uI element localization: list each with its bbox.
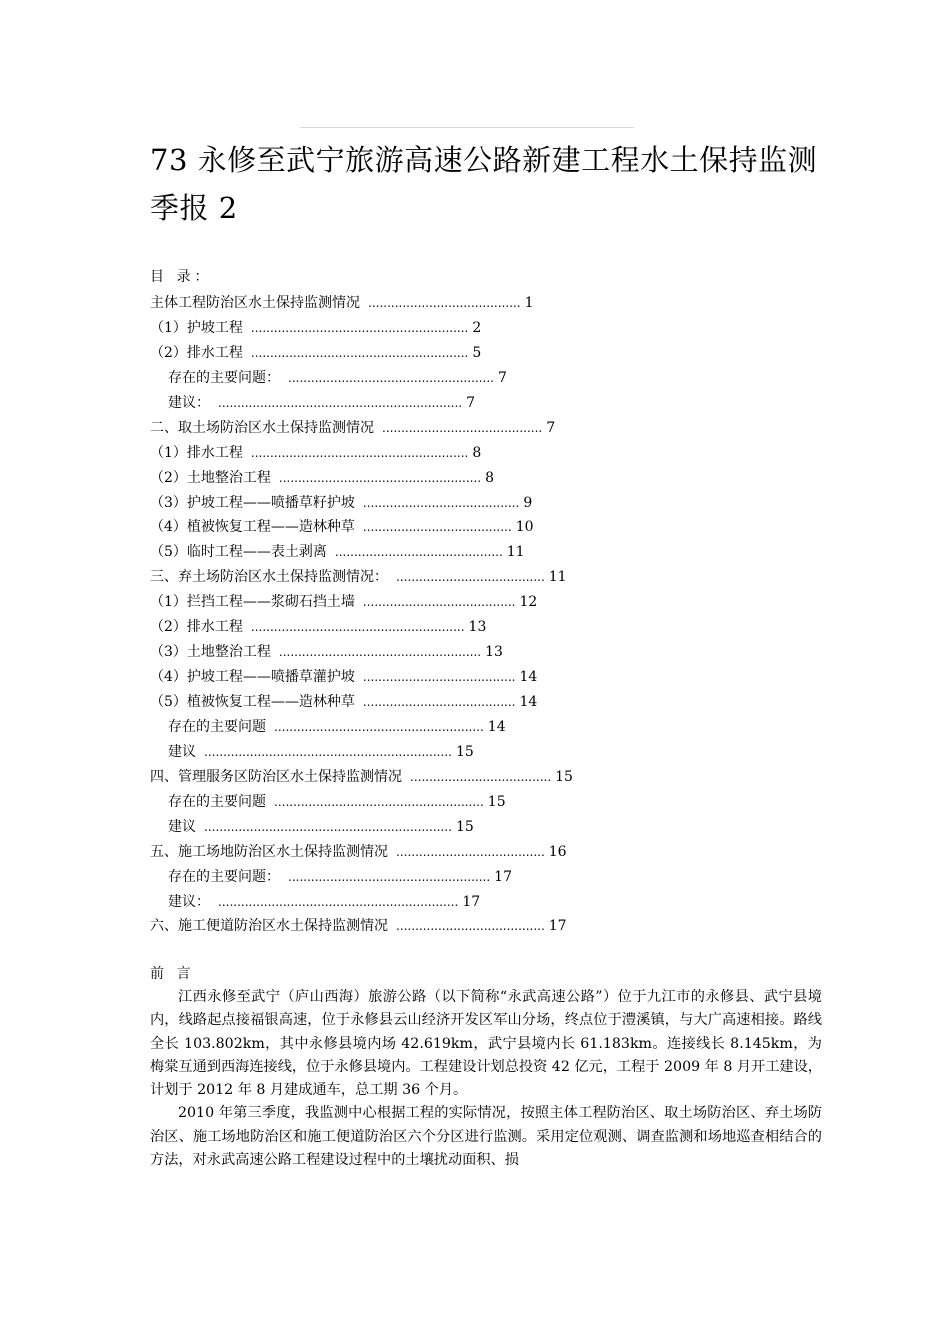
toc-dot-leader: ................................................................. [204,744,452,759]
toc-entry-label: 三、弃土场防治区水土保持监测情况： [150,569,388,586]
toc-entry-page-number: 5 [472,344,482,361]
toc-entry-label: 二、取土场防治区水土保持监测情况 [150,419,374,436]
toc-entry[interactable] [150,615,710,640]
toc-entry-page-number: 13 [468,619,487,636]
toc-heading: 目 录： [150,269,213,285]
toc-entry[interactable] [150,341,710,366]
toc-dot-leader: ........................................................ [250,620,465,635]
toc-entry[interactable] [150,441,710,466]
toc-dot-leader: ............................................................... [218,894,459,909]
toc-entry-page-number: 17 [548,918,567,935]
toc-entry[interactable] [150,914,710,939]
toc-entry-label: 建议 [168,818,196,835]
toc-entry-label: 主体工程防治区水土保持监测情况 [150,295,360,311]
toc-entry-page-number: 8 [472,444,482,461]
toc-dot-leader: ................................................................. [204,819,452,834]
toc-entry-label: （4）植被恢复工程——造林种草 [150,519,355,536]
toc-entry[interactable] [150,715,710,740]
toc-entry-label: 存在的主要问题 [168,718,266,735]
toc-dot-leader: ....................................... [396,570,545,585]
toc-entry[interactable] [150,640,710,665]
toc-entry[interactable] [150,291,710,316]
toc-entry-label: （2）排水工程 [150,619,243,636]
toc-entry-page-number: 10 [515,519,534,536]
toc-entry-label: （2）土地整治工程 [150,469,271,486]
toc-entry-page-number: 1 [524,295,534,311]
toc-dot-leader: ....................................................... [274,719,484,734]
toc-entry[interactable] [150,316,710,341]
toc-entry-label: 建议： [168,893,210,910]
preface-body [150,986,822,1172]
toc-entry-page-number: 17 [462,893,481,910]
toc-entry-label: 六、施工便道防治区水土保持监测情况 [150,918,388,935]
toc-entry[interactable] [150,765,710,790]
toc-dot-leader: ........................................ [362,695,516,709]
preface-heading: 前 言 [150,966,195,982]
preface-paragraph-1: 江西永修至武宁（庐山西海）旅游公路（以下简称“永武高速公路”）位于九江市的永修县、武宁县境内，线路起点接福银高速，位于永修县云山经济开发区军山分场，终点位于澧溪镇，与大广高速相接。路线全长 103.802km，其中永修县境内场 42.619km，武宁县境内长 61.183km。连接线长 8.145km，为梅棠互通到西海连接线，位于永修县境内。工程建设计划总投资 42 亿元，工程于 2009 年 8 月开工建设，计划于 2012 年 8 月建成通车，总工期 36 个月。 [150,989,822,1099]
toc-entry-label: （1）排水工程 [150,444,243,461]
toc-entry-page-number: 16 [548,843,567,860]
toc-entry-label: （2）排水工程 [150,344,243,361]
toc-entry[interactable] [150,515,710,540]
toc-dot-leader: ..................................... [410,769,552,784]
toc-dot-leader: ....................................... [396,919,545,934]
toc-entry-page-number: 14 [519,669,538,686]
toc-dot-leader: ..................................................... [278,470,482,485]
toc-entry-label: 建议 [168,743,196,760]
toc-entry-page-number: 12 [519,594,538,611]
document-title: 73 永修至武宁旅游高速公路新建工程水土保持监测季报 2 [150,143,818,225]
toc-entry[interactable] [150,840,710,865]
toc-entry[interactable] [150,740,710,765]
toc-entry-label: （1）护坡工程 [150,319,243,336]
toc-entry[interactable] [150,416,710,441]
toc-entry-page-number: 7 [497,369,507,386]
toc-entry-page-number: 15 [455,743,474,760]
toc-entry-label: 存在的主要问题： [168,369,280,386]
toc-entry-label: （3）土地整治工程 [150,644,271,661]
toc-entry[interactable] [150,690,710,715]
toc-entry[interactable] [150,790,710,815]
toc-entry-label: （3）护坡工程——喷播草籽护坡 [150,494,355,511]
toc-entry[interactable] [150,391,710,416]
toc-entry[interactable] [150,815,710,840]
toc-dot-leader: ........................................ [368,296,521,310]
toc-dot-leader: ......................................................... [250,320,469,335]
toc-entry-label: 四、管理服务区防治区水土保持监测情况 [150,768,402,785]
toc-dot-leader: ......................................................... [250,345,469,360]
toc-entry-page-number: 13 [485,644,503,661]
toc-entry-label: （1）拦挡工程——浆砌石挡土墙 [150,594,355,611]
toc-entry-page-number: 11 [506,544,525,561]
preface-paragraph-2: 2010 年第三季度，我监测中心根据工程的实际情况，按照主体工程防治区、取土场防治区、弃土场防治区、施工场地防治区和施工便道防治区六个分区进行监测。采用定位观测、调查监测和场地巡查相结合的方法，对永武高速公路工程建设过程中的土壤扰动面积、损 [150,1105,822,1169]
toc-dot-leader: ..................................................... [288,869,491,884]
toc-entry-page-number: 17 [494,868,512,885]
toc-entry[interactable] [150,565,710,590]
toc-entry-page-number: 11 [548,569,567,586]
toc-entry[interactable] [150,540,710,565]
toc-entry[interactable] [150,665,710,690]
toc-entry-page-number: 7 [546,419,556,436]
toc-dot-leader: ....................................... [396,844,545,859]
toc-dot-leader: ....................................................... [274,794,484,809]
toc-entry-page-number: 9 [523,494,533,511]
toc-entry[interactable] [150,466,710,491]
toc-entry-page-number: 14 [487,718,506,735]
toc-entry-label: 存在的主要问题 [168,793,266,810]
toc-entry-page-number: 15 [555,768,573,785]
toc-dot-leader: ............................................ [334,545,503,560]
toc-entry-label: （5）临时工程——表土剥离 [150,544,327,561]
toc-entry-page-number: 8 [485,469,495,486]
toc-dot-leader: ........................................ [362,595,516,610]
toc-entry-page-number: 15 [487,793,506,810]
header-rule [300,127,634,128]
toc-dot-leader: ..................................................... [278,645,482,660]
toc-entry[interactable] [150,366,710,391]
toc-entry-label: （5）植被恢复工程——造林种草 [150,694,355,710]
toc-entry[interactable] [150,590,710,615]
toc-entry-page-number: 15 [455,818,474,835]
toc-dot-leader: ......................................................... [250,445,469,460]
toc-entry-label: 存在的主要问题： [168,868,280,885]
toc-dot-leader: ................................................................ [218,395,463,410]
toc-dot-leader: ........................................ [362,670,516,685]
toc-entry-page-number: 7 [466,394,476,411]
toc-entry-label: 建议： [168,394,210,411]
toc-entry[interactable] [150,890,710,915]
toc-dot-leader: .......................................... [382,420,543,435]
toc-dot-leader: ......................................... [362,495,520,510]
toc-entry-label: （4）护坡工程——喷播草灌护坡 [150,669,355,686]
toc-entry-page-number: 14 [519,694,538,710]
toc-entry[interactable] [150,491,710,516]
table-of-contents [150,291,710,939]
toc-entry-label: 五、施工场地防治区水土保持监测情况 [150,843,388,860]
toc-dot-leader: ....................................... [362,520,512,535]
toc-entry-page-number: 2 [472,319,482,336]
toc-entry[interactable] [150,865,710,890]
toc-dot-leader: ...................................................... [288,370,494,385]
